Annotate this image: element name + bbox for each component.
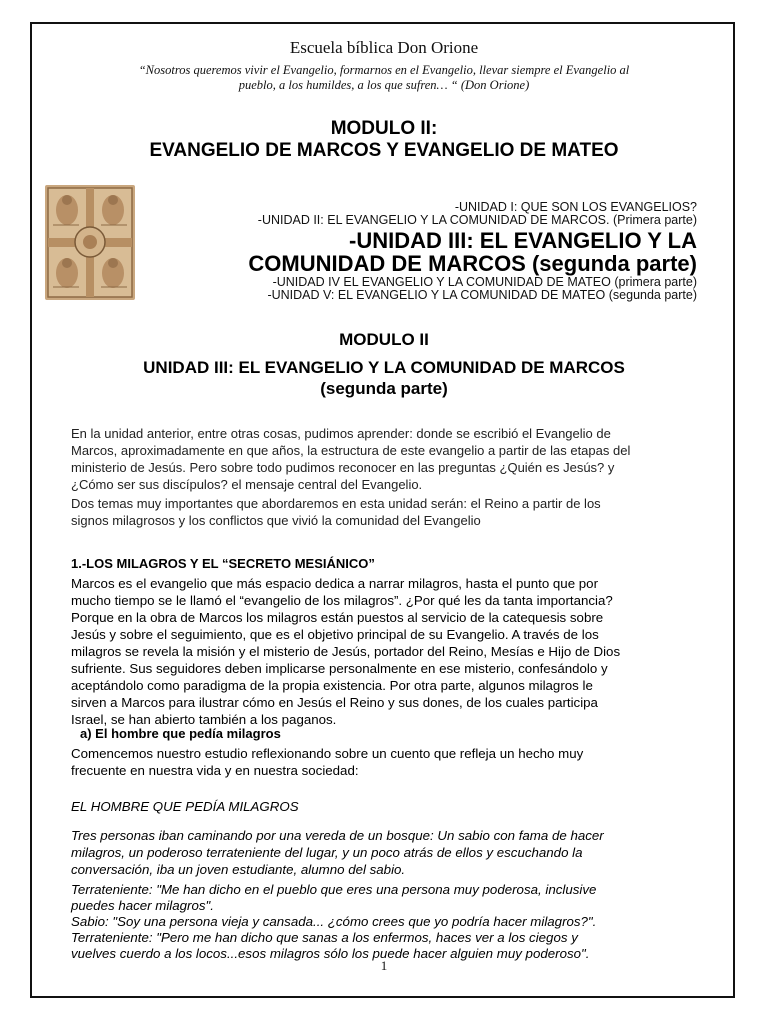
text-line: Tres personas iban caminando por una vereda de un bosque: Un sabio con fama de hacer [71,828,604,843]
module-title-line: MODULO II: [330,118,438,139]
module-title-line: EVANGELIO DE MARCOS Y EVANGELIO DE MATEO [149,140,619,161]
sub-heading: a) El hombre que pedía milagros [80,726,281,741]
unit-2-item: -UNIDAD II: EL EVANGELIO Y LA COMUNIDAD DE MARCOS. (Primera parte) [257,213,697,227]
text-line: milagros se revela la misión y el misterio de Jesús, portador del Reino, Mesías e Hijo de Dios [71,644,621,659]
text-line: Marcos, aproximadamente en que años, la estructura de este evangelio a partir de las etapas del [71,443,631,458]
page-number: 1 [380,958,388,973]
school-title: Escuela bíblica Don Orione [289,38,479,57]
story-paragraph-1 [71,827,699,878]
story-dialogue [71,882,699,962]
text-line: Dos temas muy importantes que abordaremos en esta unidad serán: el Reino a partir de los [71,496,601,511]
text-line: Sabio: "Soy una persona vieja y cansada... ¿cómo crees que yo podría hacer milagros?". [71,914,597,929]
text-line: Marcos es el evangelio que más espacio dedica a narrar milagros, hasta el punto que por [71,576,599,591]
text-line: ¿Cómo ser sus discípulos? el mensaje central del Evangelio. [71,477,423,492]
text-line: puedes hacer milagros". [71,898,214,913]
section-unit-title-line: UNIDAD III: EL EVANGELIO Y LA COMUNIDAD DE MARCOS [143,358,625,377]
epigraph-quote [70,63,698,93]
text-line: Israel, se han abierto también a los paganos. [71,712,337,727]
milagros-paragraph [71,575,721,728]
sub-paragraph [71,745,721,779]
section-unit-title [0,357,768,399]
text-line: aceptándolo como paradigma de la propia existencia. Por otra parte, algunos milagros le [71,678,593,693]
text-line: En la unidad anterior, entre otras cosas, pudimos aprender: donde se escribió el Evangelio de [71,426,611,441]
intro-paragraph-1 [71,425,721,493]
text-line: sirven a Marcos para ilustrar cómo en Jesús el Reino y sus dones, de los cuales participa [71,695,598,710]
intro-paragraph-2 [71,495,721,529]
text-line: Jesús y sobre el seguimiento, que es el objetivo principal de su Evangelio. A través de los [71,627,599,642]
ivory-plaque-image [45,185,135,300]
text-line: conversación, iba un joven estudiante, alumno del sabio. [71,862,406,877]
text-line: signos milagrosos y los conflictos que vivió la comunidad del Evangelio [71,513,481,528]
unit-5-item: -UNIDAD V: EL EVANGELIO Y LA COMUNIDAD DE MATEO (segunda parte) [267,288,697,302]
unit-1-item: -UNIDAD I: QUE SON LOS EVANGELIOS? [454,200,697,214]
text-line: Terrateniente: "Me han dicho en el pueblo que eres una persona muy poderosa, inclusive [71,882,597,897]
text-line: milagros, un poderoso terrateniente del lugar, y un poco atrás de ellos y escuchando la [71,845,583,860]
text-line: Comencemos nuestro estudio reflexionando sobre un cuento que refleja un hecho muy [71,746,584,761]
module-title [0,118,768,162]
section-module-label: MODULO II [339,330,429,349]
quote-line: pueblo, a los humildes, a los que sufren… “ (Don Orione) [238,78,530,92]
text-line: mucho tiempo se le llamó el “evangelio de los milagros”. ¿Por qué les da tanta importancia? [71,593,613,608]
unit-3-item-line1: -UNIDAD III: EL EVANGELIO Y LA [349,228,697,253]
quote-line: “Nosotros queremos vivir el Evangelio, formarnos en el Evangelio, llevar siempre el Evangelio al [138,63,630,77]
text-line: vuelves cuerdo a los locos...esos milagros sólo los puede hacer alguien muy poderoso". [71,946,590,961]
text-line: sufriente. Sus seguidores deben implicarse personalmente en ese misterio, confesándolo y [71,661,608,676]
story-title: EL HOMBRE QUE PEDÍA MILAGROS [71,799,299,814]
unit-3-item-line2: COMUNIDAD DE MARCOS (segunda parte) [248,251,697,276]
text-line: ministerio de Jesús. Pero sobre todo pudimos reconocer en las preguntas ¿Quién es Jesús? y [71,460,615,475]
milagros-heading: 1.-LOS MILAGROS Y EL “SECRETO MESIÁNICO” [71,556,375,571]
text-line: Porque en la obra de Marcos los milagros están puestos al servicio de la catequesis sobre [71,610,604,625]
text-line: frecuente en nuestra vida y en nuestra sociedad: [71,763,359,778]
unit-4-item: -UNIDAD IV EL EVANGELIO Y LA COMUNIDAD DE MATEO (primera parte) [272,275,697,289]
text-line: Terrateniente: "Pero me han dicho que sanas a los enfermos, haces ver a los ciegos y [71,930,578,945]
section-unit-title-line: (segunda parte) [320,379,448,398]
